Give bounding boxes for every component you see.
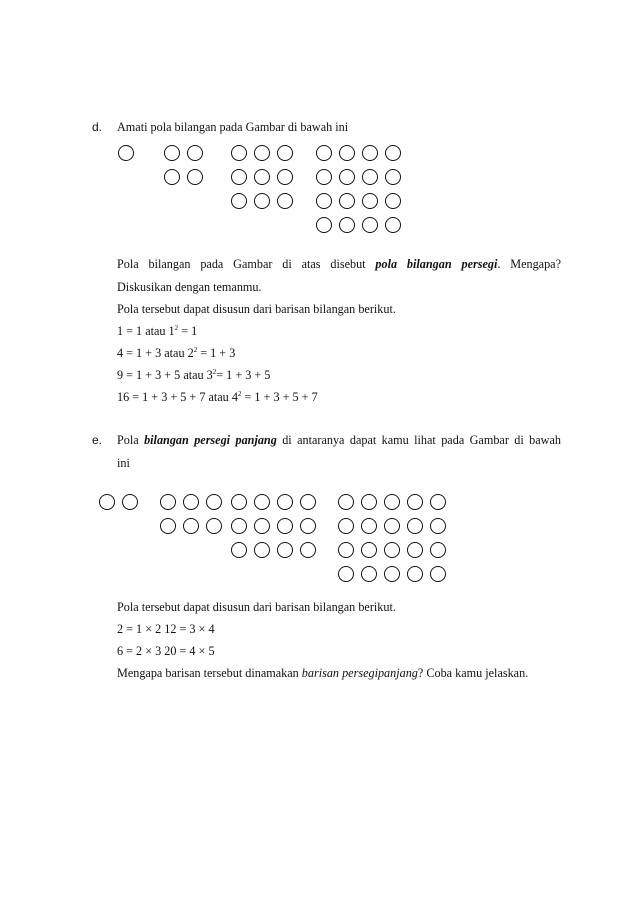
pattern-circle xyxy=(384,566,400,582)
pattern-circle xyxy=(361,494,377,510)
term-pola-bilangan-persegi: pola bilangan persegi xyxy=(375,257,498,271)
pattern-circle xyxy=(338,518,354,534)
pattern-circle xyxy=(300,518,316,534)
pattern-circle xyxy=(384,518,400,534)
pattern-circle xyxy=(338,542,354,558)
item-marker-d: d. xyxy=(92,120,103,134)
pattern-circle xyxy=(160,494,176,510)
pattern-circle xyxy=(407,518,423,534)
pattern-circle xyxy=(254,193,270,209)
pattern-circle xyxy=(231,193,247,209)
square-equation-1: 1 = 1 atau $1^2 = 1$ xyxy=(117,324,198,338)
pattern-circle xyxy=(362,193,378,209)
pattern-circle xyxy=(430,566,446,582)
rect-equation-2: 6 = 2 × 3 20 = 4 × 5 xyxy=(117,644,215,658)
pattern-circle xyxy=(361,566,377,582)
section-d-paragraph-2: Diskusikan dengan temanmu. xyxy=(117,280,262,294)
pattern-circle xyxy=(430,494,446,510)
pattern-circle xyxy=(338,566,354,582)
pattern-circle xyxy=(231,145,247,161)
pattern-circle xyxy=(254,169,270,185)
pattern-circle xyxy=(316,193,332,209)
square-equation-2: 4 = 1 + 3 atau $2^2 = 1 + 3$ xyxy=(117,346,236,360)
pattern-circle xyxy=(407,566,423,582)
section-e-intro-line-2: ini xyxy=(117,456,130,470)
pattern-circle xyxy=(231,542,247,558)
pattern-circle xyxy=(385,169,401,185)
pattern-circle xyxy=(277,518,293,534)
pattern-circle xyxy=(254,542,270,558)
pattern-circle xyxy=(231,169,247,185)
pattern-circle xyxy=(385,145,401,161)
pattern-circle xyxy=(122,494,138,510)
section-e-paragraph-2: Mengapa barisan tersebut dinamakan barisan persegipanjang? Coba kamu jelaskan. xyxy=(117,666,529,680)
section-d-paragraph-1: Pola bilangan pada Gambar di atas disebut pola bilangan persegi. Mengapa? xyxy=(117,257,562,271)
pattern-circle xyxy=(231,494,247,510)
section-e-paragraph-1: Pola tersebut dapat disusun dari barisan bilangan berikut. xyxy=(117,600,396,614)
pattern-circle xyxy=(206,518,222,534)
pattern-circle xyxy=(183,494,199,510)
section-e-intro: Pola bilangan persegi panjang di antaranya dapat kamu lihat pada Gambar di bawah xyxy=(117,433,561,447)
pattern-circle xyxy=(339,217,355,233)
item-marker-e: e. xyxy=(92,433,103,447)
section-d-intro: Amati pola bilangan pada Gambar di bawah ini xyxy=(117,120,349,134)
term-barisan-persegipanjang: barisan persegipanjang xyxy=(301,666,418,680)
pattern-circle xyxy=(277,542,293,558)
pattern-circle xyxy=(362,169,378,185)
pattern-circle xyxy=(118,145,134,161)
pattern-circle xyxy=(385,193,401,209)
pattern-circle xyxy=(384,494,400,510)
pattern-circle xyxy=(339,169,355,185)
pattern-circle xyxy=(277,193,293,209)
pattern-circle xyxy=(430,518,446,534)
pattern-circle xyxy=(316,145,332,161)
pattern-circle xyxy=(430,542,446,558)
pattern-circle xyxy=(277,145,293,161)
pattern-circle xyxy=(164,169,180,185)
pattern-circle xyxy=(338,494,354,510)
pattern-circle xyxy=(339,145,355,161)
pattern-circle xyxy=(187,169,203,185)
rect-equation-1: 2 = 1 × 2 12 = 3 × 4 xyxy=(117,622,215,636)
pattern-circle xyxy=(160,518,176,534)
pattern-circle xyxy=(231,518,247,534)
pattern-circle xyxy=(361,518,377,534)
pattern-circle xyxy=(277,169,293,185)
pattern-circle xyxy=(164,145,180,161)
pattern-circle xyxy=(384,542,400,558)
pattern-circle xyxy=(316,169,332,185)
pattern-circle xyxy=(254,518,270,534)
pattern-circle xyxy=(407,542,423,558)
square-equation-4: 16 = 1 + 3 + 5 + 7 atau $4^2 = 1 + 3 + 5 + 7$ xyxy=(117,390,318,404)
section-d-paragraph-3: Pola tersebut dapat disusun dari barisan bilangan berikut. xyxy=(117,302,396,316)
pattern-circle xyxy=(277,494,293,510)
term-bilangan-persegi-panjang: bilangan persegi panjang xyxy=(144,433,277,447)
pattern-circle xyxy=(339,193,355,209)
square-equation-3: 9 = 1 + 3 + 5 atau $3^2= 1 + 3 + 5$ xyxy=(117,368,271,382)
pattern-circle xyxy=(300,494,316,510)
pattern-circle xyxy=(187,145,203,161)
pattern-circle xyxy=(407,494,423,510)
pattern-circle xyxy=(206,494,222,510)
pattern-circle xyxy=(99,494,115,510)
pattern-circle xyxy=(362,217,378,233)
pattern-circle xyxy=(316,217,332,233)
pattern-circle xyxy=(300,542,316,558)
pattern-circle xyxy=(361,542,377,558)
pattern-circle xyxy=(183,518,199,534)
pattern-circle xyxy=(254,145,270,161)
pattern-circle xyxy=(254,494,270,510)
pattern-circle xyxy=(362,145,378,161)
pattern-circle xyxy=(385,217,401,233)
